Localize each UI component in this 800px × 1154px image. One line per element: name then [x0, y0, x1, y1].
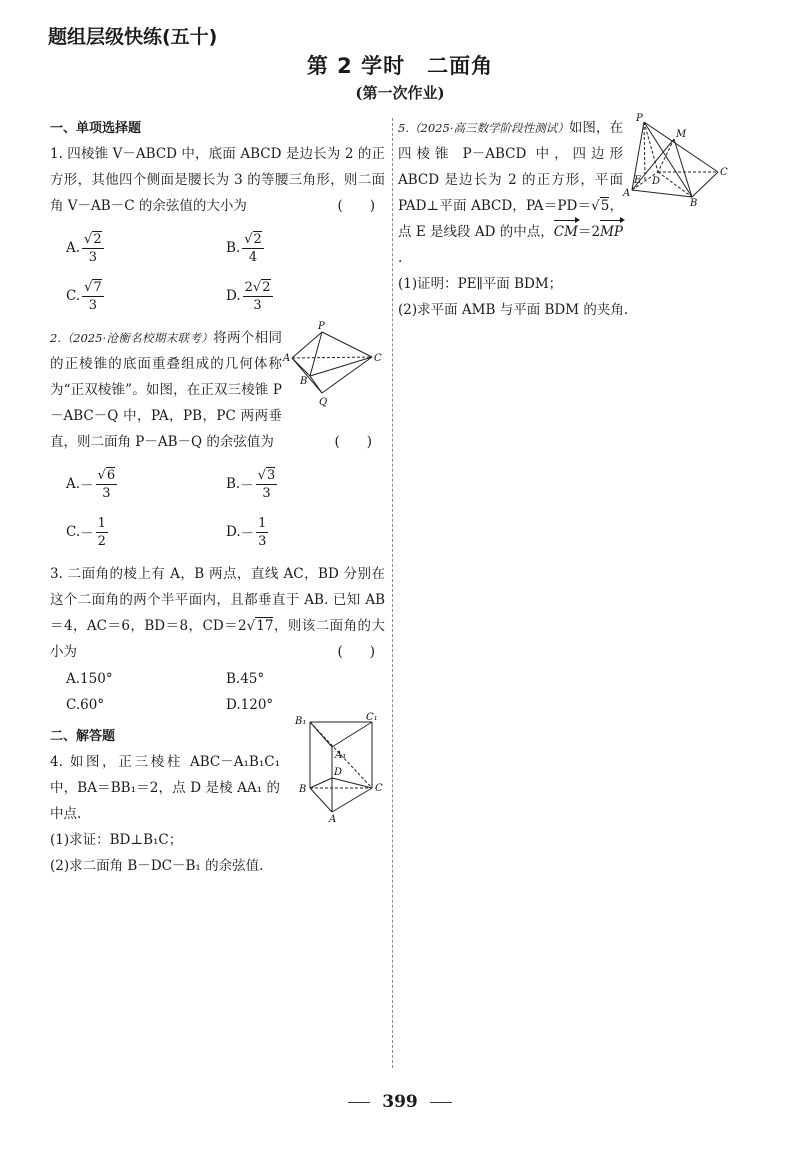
option-label: B.	[226, 240, 241, 256]
footer-dash-left	[348, 1102, 370, 1103]
radicand: 6	[106, 467, 116, 483]
denominator: 3	[258, 533, 267, 549]
option-a	[66, 667, 226, 691]
label-D: D	[652, 176, 661, 187]
question-4-part-1: (1)求证：BD⊥B₁C；	[50, 832, 183, 848]
question-1-stem	[50, 141, 385, 219]
label-A: A	[283, 353, 291, 364]
sqrt-symbol	[244, 232, 252, 247]
question-2-stem	[50, 325, 372, 455]
double-pyramid-diagram	[282, 320, 382, 410]
numerator	[96, 467, 118, 485]
option-label: D.	[226, 524, 241, 540]
label-C: C	[720, 167, 728, 178]
question-5-text-b: ，点 E 是线段 AD 的中点，	[398, 198, 624, 240]
fraction	[256, 467, 278, 502]
option-text: 150°	[80, 671, 113, 687]
option-label: A.	[66, 476, 81, 492]
question-3	[50, 561, 385, 717]
fraction	[82, 279, 104, 314]
question-5-part-1: (1)证明：PE∥平面 BDM；	[398, 276, 563, 292]
option-label: D.	[226, 697, 241, 713]
question-3-options	[66, 667, 385, 717]
vector-equation: ＝2	[577, 224, 601, 240]
page-title: 第 2 学时 二面角	[306, 54, 494, 78]
question-5-radicand: 5	[600, 198, 610, 214]
radicand: 2	[253, 231, 262, 247]
denominator: 2	[97, 533, 106, 549]
label-C: C	[375, 783, 383, 794]
numerator	[243, 279, 273, 297]
option-text: 45°	[240, 671, 265, 687]
page-subtitle: (第一次作业)	[355, 84, 445, 102]
page-number: 399	[382, 1092, 418, 1112]
option-text: 60°	[80, 697, 105, 713]
denominator: 3	[253, 297, 262, 313]
denominator: 4	[248, 249, 258, 265]
option-label: C.	[66, 697, 81, 713]
option-sign: －	[80, 526, 94, 542]
option-c	[66, 693, 226, 717]
numerator-value: 1	[258, 515, 267, 531]
numerator	[242, 231, 264, 249]
sqrt-symbol	[258, 468, 266, 483]
label-E: E	[634, 175, 642, 186]
page-footer	[0, 1092, 800, 1112]
fraction	[243, 279, 273, 314]
option-label: A.	[66, 240, 81, 256]
footer-dash-right	[430, 1102, 452, 1103]
radicand: 2	[93, 231, 102, 247]
vector-CM: CM	[554, 219, 578, 245]
numerator	[256, 515, 268, 533]
denominator: 3	[262, 485, 271, 501]
question-5-stem	[398, 115, 623, 271]
label-B1: B₁	[295, 716, 307, 727]
label-C: C	[374, 353, 382, 364]
label-M: M	[676, 129, 687, 140]
option-sign: －	[80, 478, 94, 494]
numerator	[82, 279, 104, 297]
fraction	[256, 515, 268, 550]
fraction	[96, 515, 108, 550]
option-label: A.	[66, 671, 81, 687]
numerator	[82, 231, 104, 249]
radicand: 7	[93, 279, 102, 295]
sqrt-symbol	[98, 468, 106, 483]
denominator: 3	[88, 249, 97, 265]
question-2-text: 将两个相同的正棱锥的底面重叠组成的几何体称为“正双棱锥”。如图，在正双三棱锥 P－ABC－Q 中，PA，PB，PC 两两垂直，则二面角 P－AB－Q 的余弦值为	[50, 330, 282, 450]
figure-quadrilateral-pyramid	[622, 112, 740, 208]
option-label: C.	[66, 524, 81, 540]
option-text: 120°	[240, 697, 274, 713]
option-c	[66, 511, 226, 553]
worksheet-header: 题组层级快练(五十)	[48, 26, 218, 48]
label-B: B	[299, 784, 307, 795]
radicand: 2	[262, 279, 271, 295]
fraction	[242, 231, 264, 266]
option-a	[66, 463, 226, 505]
column-divider	[392, 118, 393, 1068]
prism-diagram	[292, 712, 392, 824]
question-4-part-2: (2)求二面角 B－DC－B₁ 的余弦值.	[50, 858, 264, 874]
label-A1: A₁	[335, 750, 347, 761]
question-3-stem	[50, 561, 385, 665]
figure-triangular-prism	[292, 712, 392, 824]
label-P: P	[318, 321, 325, 332]
label-P: P	[636, 113, 643, 124]
option-c	[66, 275, 226, 317]
label-A: A	[329, 814, 337, 824]
label-D: D	[334, 767, 343, 778]
label-Q: Q	[319, 397, 328, 408]
option-b	[226, 667, 386, 691]
numerator	[96, 515, 108, 533]
option-d	[226, 275, 386, 317]
fraction	[82, 231, 104, 266]
radicand: 3	[267, 467, 276, 483]
answer-paren: ( )	[334, 434, 372, 450]
question-5-part-2: (2)求平面 AMB 与平面 BDM 的夹角.	[398, 302, 629, 318]
section-single-choice: 一、单项选择题	[50, 121, 142, 136]
question-5-text-end: .	[398, 250, 403, 266]
option-b	[226, 463, 386, 505]
sqrt-symbol	[247, 618, 256, 634]
option-b	[226, 227, 386, 269]
option-a	[66, 227, 226, 269]
question-5-text-a: 如图，在四棱锥 P－ABCD 中，四边形 ABCD 是边长为 2 的正方形，平面 PAD⊥平面 ABCD，PA＝PD＝	[398, 120, 624, 214]
denominator: 3	[88, 297, 98, 313]
label-B: B	[300, 376, 308, 387]
section-answer: 二、解答题	[50, 729, 116, 744]
denominator: 3	[102, 485, 111, 501]
question-1-text: 1. 四棱锥 V－ABCD 中，底面 ABCD 是边长为 2 的正方形，其他四个侧面是腰长为 3 的等腰三角形，则二面角 V－AB－C 的余弦值的大小为	[50, 146, 385, 214]
figure-double-pyramid	[282, 320, 382, 410]
fraction	[96, 467, 118, 502]
label-C1: C₁	[366, 712, 378, 723]
question-1	[50, 141, 385, 317]
answer-paren: ( )	[337, 644, 375, 660]
sqrt-symbol	[253, 280, 261, 295]
question-1-options	[66, 227, 385, 317]
option-label: B.	[226, 476, 241, 492]
label-A: A	[623, 188, 631, 199]
numerator-value: 1	[97, 515, 106, 531]
question-3-text-a: 3. 二面角的棱上有 A，B 两点，直线 AC，BD 分别在这个二面角的两个半平面内，且都垂直于 AB. 已知 AB＝4，AC＝6，BD＝8，CD＝2	[50, 566, 385, 634]
question-3-radicand: 17	[256, 618, 274, 634]
label-B: B	[690, 198, 698, 208]
coefficient: 2	[244, 279, 253, 295]
option-label: C.	[66, 288, 81, 304]
answer-paren: ( )	[337, 198, 375, 214]
numerator	[256, 467, 278, 485]
question-2-source: 2.（2025·沧衡名校期末联考）	[50, 331, 214, 345]
option-sign: －	[240, 526, 255, 542]
option-label: B.	[226, 671, 241, 687]
option-label: D.	[226, 288, 241, 304]
sqrt-symbol	[591, 198, 600, 214]
question-5-source: 5.（2025·高三数学阶段性测试）	[398, 121, 569, 135]
question-4-stem: 4. 如图，正三棱柱 ABC－A₁B₁C₁ 中，BA＝BB₁＝2，点 D 是棱 AA₁ 的中点.	[50, 754, 280, 822]
pyramid-diagram	[622, 112, 740, 208]
question-2-options	[66, 463, 385, 553]
option-sign: －	[240, 478, 254, 494]
question-3-text-b: ，则该二面角的大小为	[50, 618, 386, 660]
option-d	[226, 511, 386, 553]
vector-MP: MP	[600, 219, 623, 245]
